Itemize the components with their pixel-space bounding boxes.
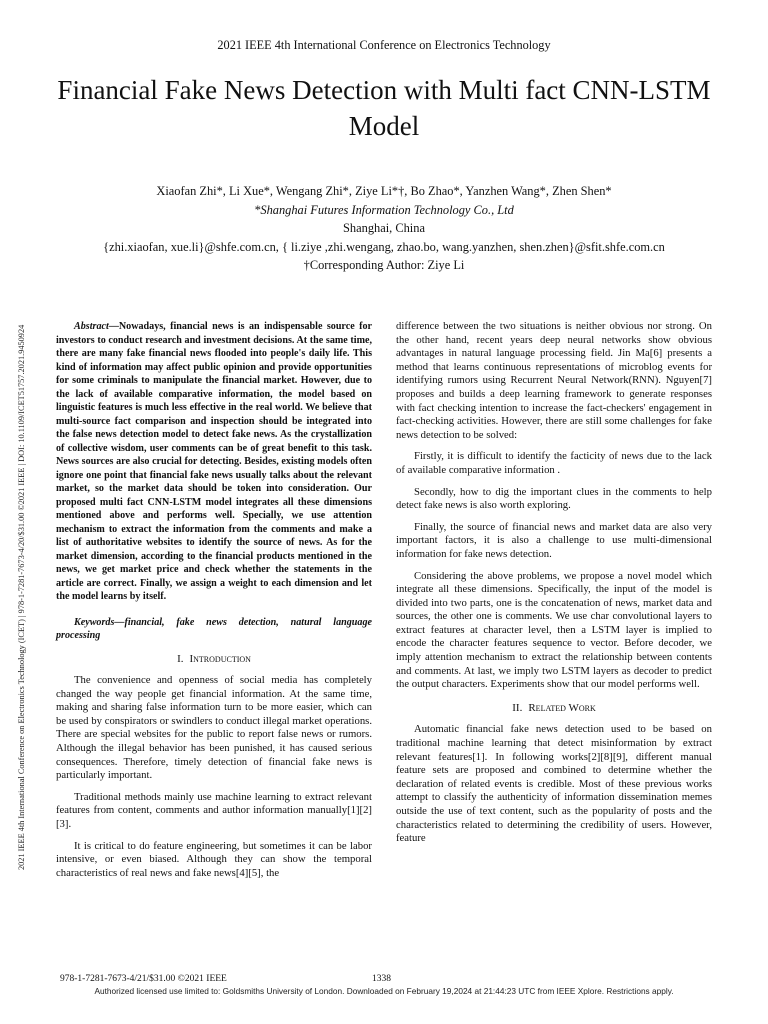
abstract [56,320,372,604]
section-heading-related-work: II. Related Work [512,701,596,714]
challenge-paragraph: Firstly, it is difficult to identify the facticity of news due to the lack of available comparative information . [396,450,712,476]
side-citation-strip [17,170,31,870]
intro-paragraph: The convenience and openness of social media has completely changed the way people get financial information. At the same time, making and sharing false information turn to be more easier, which can be used by conspirators or swindlers to conduct illegal market operations. There are special websites for the public to report false news or rumors. Although the illegal behavior has been punished, it has caused serious consequences. Therefore, timely detection of financial fake news is particularly important. [56,674,372,782]
challenge-paragraph: Finally, the source of financial news and market data are also very important factors, it is also a challenge to use multi-dimensional information for fake news detection. [396,520,712,560]
corresponding-author: †Corresponding Author: Ziye Li [303,258,465,273]
abstract-text: —Nowadays, financial news is an indispensable source for investors to conduct research and investment decisions. At the same time, there are many fake financial news flooded into people's daily life. This kind of information may affect public opinion and provide opportunities for some criminals to manipulate the financial market. However, due to the lack of available comparative information, the model based on linguistic features is much less effective in the real world. We believe that multi-source fact comparison and inspection should be integrated into the false news detection model to detect fake news. As the crystallization of collective wisdom, user comments can be of great benefit to this task. News sources are also crucial for detecting. Besides, existing models often ignore one point that financial fake news usually talks about the relevant market, so the market data should be token into consideration. Our proposed multi fact CNN-LSTM model integrates all these dimensions mentioned above and performs well. Specially, we use attention mechanism to extract the information from the comments and make a list of authoritative websites to identify the source of news. As for the market dimension, according to the financial products mentioned in the news, we get market price and check whether the statements in the article are correct. Finally, we assign a weight to each dimension and let the model learns by itself. [56,321,372,602]
author-names: Xiaofan Zhi*, Li Xue*, Wengang Zhi*, Ziye Li*†, Bo Zhao*, Yanzhen Wang*, Zhen Shen* [156,184,612,198]
intro-paragraph-continued: difference between the two situations is neither obvious nor strong. On the other hand, recent years deep neural networks show obvious advantages in natural language processing field. Jin Ma[6] presents a method that learns continuous representations of microblog events for identifying rumors using Recurrent Neural Network(RNN). Nguyen[7] proposes and builds a deep learning framework to generate responses with fact checking intention to increase the fact-checkers' engagement in fact-checking activities. However, there are still some challenges for fake news detection to be solved: [396,320,712,441]
challenge-paragraph: Secondly, how to dig the important clues in the comments to help detect fake news is also worth exploring. [396,485,712,512]
footer-isbn: 978-1-7281-7673-4/21/$31.00 ©2021 IEEE [60,974,227,984]
page-number: 1338 [372,974,391,984]
author-affiliation: *Shanghai Futures Information Technology Co., Ltd [254,202,514,217]
related-work-paragraph: Automatic financial fake news detection used to be based on traditional machine learning that detect misinformation by extract relevant features[1]. In following works[2][8][9], different manual feature sets are proposed and combined to determine whether the declaration of related events is credible. Most of these previous works attempt to classify the authenticity of information dissemination memes outside the use of text content, such as the popularity of posts and the characteristics related to determining the credibility of users. However, feature [396,723,712,845]
section-heading-introduction: I. Introduction [177,652,251,665]
right-column [396,320,712,854]
author-block [20,182,748,275]
intro-paragraph: Traditional methods mainly use machine learning to extract relevant features from content, comments and author information manually[1][2][3]. [56,790,372,831]
side-citation-text: 2021 IEEE 4th International Conference on Electronics Technology (ICET) | 978-1-7281-7673-4/20/$31.00 ©2021 IEEE | DOI: 10.1109/ICET51757.2021.9450924 [17,324,26,870]
keywords: Keywords—financial, fake news detection, natural language processing [56,616,372,641]
conference-header: 2021 IEEE 4th International Conference on Electronics Technology [217,38,551,52]
author-emails: {zhi.xiaofan, xue.li}@shfe.com.cn, { li.ziye ,zhi.wengang, zhao.bo, wang.yanzhen, shen.zhen}@sfit.shfe.com.cn [103,239,665,254]
left-column [56,320,372,888]
paper-title: Financial Fake News Detection with Multi fact CNN-LSTM Model [57,75,711,141]
license-notice: Authorized licensed use limited to: Goldsmiths University of London. Downloaded on February 19,2024 at 21:44:23 UTC from IEEE Xplore. Restrictions apply. [94,986,674,996]
author-location: Shanghai, China [343,221,425,236]
proposal-paragraph: Considering the above problems, we propose a novel model which integrate all these dimensions. Specifically, the input of the model is divided into two parts, one is the concatenation of news, market data and sources, the other one is comments. We use char convolutional layers to extract features at character level, then a LSTM layer is implied to encode the character features sequence to vector. Before decoder, we imply attention mechanism to extract the relationship between contents and comments. At last, we imply two LSTM layers as decoder to predict the output characters. Experiments show that our model performs well. [396,569,712,691]
abstract-lead: Abstract [74,321,109,332]
intro-paragraph: It is critical to do feature engineering, but sometimes it can be labor intensive, or even biased. Although they can show the temporal characteristics of real news and fake news[4][5], the [56,839,372,879]
